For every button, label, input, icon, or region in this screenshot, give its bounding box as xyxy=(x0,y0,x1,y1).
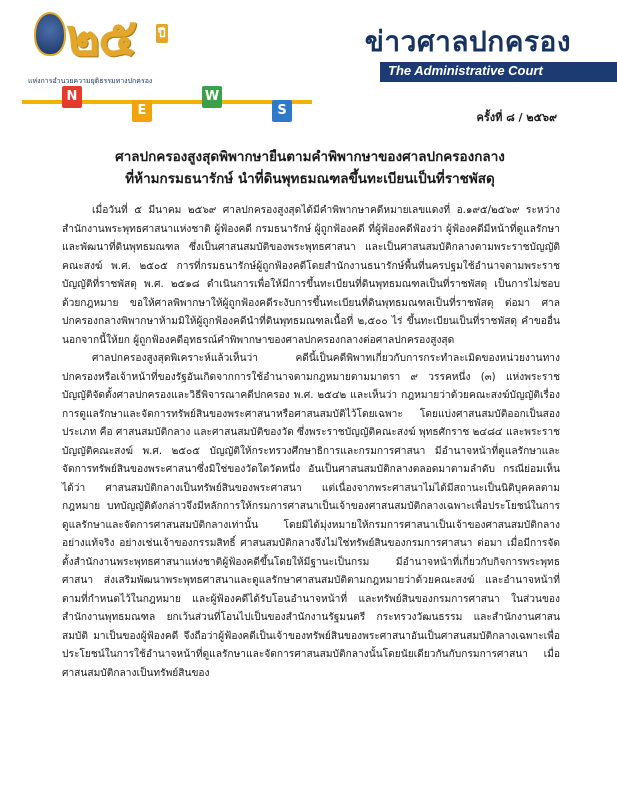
paragraph-2: ศาลปกครองสูงสุดพิเคราะห์แล้วเห็นว่า คดีนี้เป็นคดีพิพาทเกี่ยวกับการกระทำละเมิดของหน่วยงานทางปกครองหรือเจ้าหน้าที่ของรัฐอันเกิดจากการใช้อำนาจตามกฎหมายตามมาตรา ๙ วรรคหนึ่ง (๓) แห่งพระราชบัญญัติจัดตั้งศาลปกครองและวิธีพิจารณาคดีปกครอง พ.ศ. ๒๕๔๒ และเห็นว่า กฎหมายว่าด้วยคณะสงฆ์บัญญัติเรื่องการดูแลรักษาและจัดการทรัพย์สินของพระศาสนาหรือศาสนสมบัติไว้โดยเฉพาะ โดยแบ่งศาสนสมบัติออกเป็นสองประเภท คือ ศาสนสมบัติกลาง และศาสนสมบัติของวัด ซึ่งพระราชบัญญัติคณะสงฆ์ พุทธศักราช ๒๔๘๔ และพระราชบัญญัติคณะสงฆ์ พ.ศ. ๒๕๐๕ บัญญัติให้กระทรวงศึกษาธิการและกรมการศาสนา มีอำนาจหน้าที่ดูแลรักษาและจัดการทรัพย์สินของพระศาสนาซึ่งมิใช่ของวัดใดวัดหนึ่ง อันเป็นศาสนสมบัติกลางตลอดมาตามลำดับ กรณีย่อมเห็นได้ว่า ศาสนสมบัติกลางเป็นทรัพย์สินของพระศาสนา แต่เนื่องจากพระศาสนาไม่ได้มีสถานะเป็นนิติบุคคลตามกฎหมาย บทบัญญัติดังกล่าวจึงมีหลักการให้กรมการศาสนาเป็นเจ้าของศาสนสมบัติกลางเฉพาะเพื่อประโยชน์ในการดูแลรักษาและจัดการศาสนสมบัติกลางเท่านั้น โดยมิได้มุ่งหมายให้กรมการศาสนาเป็นเจ้าของศาสนสมบัติกลางอย่างแท้จริง อย่างเช่นเจ้าของกรรมสิทธิ์ ศาสนสมบัติกลางจึงไม่ใช่ทรัพย์สินของกรมการศาสนา ต่อมา เมื่อมีการจัดตั้งสำนักงานพระพุทธศาสนาแห่งชาติผู้ฟ้องคดีขึ้นโดยให้มีฐานะเป็นกรม มีอำนาจหน้าที่เกี่ยวกับกิจการพระพุทธศาสนา ส่งเสริมพัฒนาพระพุทธศาสนาและดูแลรักษาศาสนสมบัติตามกฎหมายว่าด้วยคณะสงฆ์ และอำนาจหน้าที่ตามที่กำหนดไว้ในกฎหมาย และผู้ฟ้องคดีได้รับโอนอำนาจหน้าที่ และทรัพย์สินของกรมการศาสนา ในส่วนของสำนักงานพุทธมณฑล ยกเว้นส่วนที่โอนไปเป็นของสำนักงานรัฐมนตรี กระทรวงวัฒนธรรม และสำนักงานศาสนสมบัติ มาเป็นของผู้ฟ้องคดี จึงถือว่าผู้ฟ้องคดีเป็นเจ้าของทรัพย์สินของพระศาสนาอันเป็นศาสนสมบัติกลางเฉพาะเพื่อประโยชน์ในการใช้อำนาจหน้าที่ดูแลรักษาและจัดการศาสนสมบัติกลางนั้นโดยนัยเดียวกันกับกรมการศาสนา เมื่อศาสนสมบัติกลางเป็นทรัพย์สินของ xyxy=(62,353,560,679)
news-letter-s: S xyxy=(272,100,292,122)
article-body xyxy=(62,202,560,683)
masthead-title-english: The Administrative Court xyxy=(388,63,543,78)
issue-number: ครั้งที่ ๘ / ๒๕๖๙ xyxy=(476,111,557,124)
paragraph-1: เมื่อวันที่ ๕ มีนาคม ๒๕๖๙ ศาลปกครองสูงสุดได้มีคำพิพากษาคดีหมายเลขแดงที่ อ.๑๙๕/๒๕๖๙ ระหว่าง สำนักงานพระพุทธศาสนาแห่งชาติ ผู้ฟ้องคดี กรมธนารักษ์ ผู้ถูกฟ้องคดี ที่ผู้ฟ้องคดีฟ้องว่า ผู้ฟ้องคดีมีหน้าที่ดูแลรักษาและพัฒนาที่ดินพุทธมณฑล ซึ่งเป็นศาสนสมบัติของพระพุทธศาสนา และเป็นศาสนสมบัติกลางตามพระราชบัญญัติคณะสงฆ์ พ.ศ. ๒๕๐๕ การที่กรมธนารักษ์ผู้ถูกฟ้องคดีโดยสำนักงานธนารักษ์พื้นที่นครปฐมใช้อำนาจตามพระราชบัญญัติที่ราชพัสดุ พ.ศ. ๒๕๑๘ ดำเนินการเพื่อให้มีการขึ้นทะเบียนที่ดินพุทธมณฑลเป็นที่ราชพัสดุ เป็นการไม่ชอบด้วยกฎหมาย ขอให้ศาลพิพากษาให้ผู้ถูกฟ้องคดีระงับการขึ้นทะเบียนที่ดินพุทธมณฑลเป็นที่ราชพัสดุ ต่อมา ศาลปกครองกลางพิพากษาห้ามมิให้ผู้ถูกฟ้องคดีนำที่ดินพุทธมณฑลเนื้อที่ ๒,๕๐๐ ไร่ ขึ้นทะเบียนเป็นที่ราชพัสดุ คำขออื่นนอกจากนี้ให้ยก ผู้ถูกฟ้องคดีอุทธรณ์คำพิพากษาของศาลปกครองกลางต่อศาลปกครองสูงสุด xyxy=(62,205,560,346)
anniversary-logo xyxy=(28,6,198,76)
masthead-title-thai: ข่าวศาลปกครอง xyxy=(364,26,571,57)
headline xyxy=(40,146,580,190)
news-letter-n: N xyxy=(62,86,82,108)
news-strip xyxy=(22,86,322,122)
logo-year-label: ปี xyxy=(156,24,168,43)
news-letter-w: W xyxy=(202,86,222,108)
court-emblem-icon xyxy=(34,12,66,56)
news-letter-e: E xyxy=(132,100,152,122)
headline-line-1: ศาลปกครองสูงสุดพิพากษายืนตามคำพิพากษาของศาลปกครองกลาง xyxy=(115,149,505,165)
logo-caption: แห่งการอำนวยความยุติธรรมทางปกครอง xyxy=(28,77,153,85)
logo-number: ๒๕ xyxy=(66,7,136,68)
header xyxy=(0,0,617,124)
headline-line-2: ที่ห้ามกรมธนารักษ์ นำที่ดินพุทธมณฑลขึ้นทะเบียนเป็นที่ราชพัสดุ xyxy=(125,171,495,187)
